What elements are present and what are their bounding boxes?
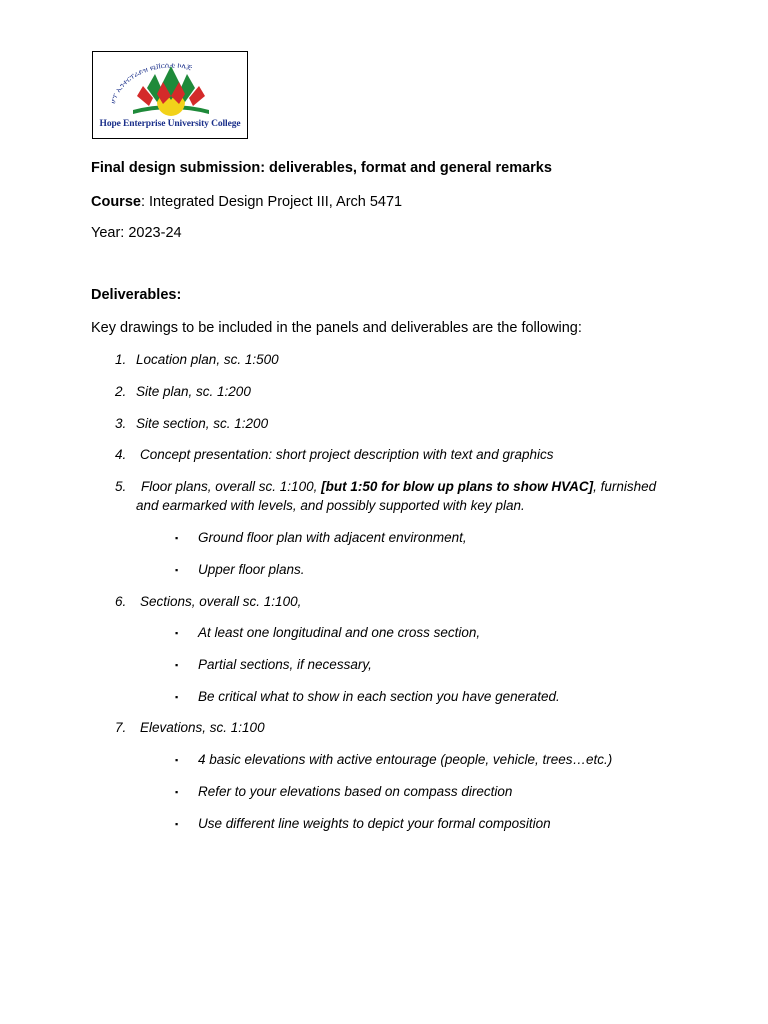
sub-list-item: 4 basic elevations with active entourage (people, vehicle, trees…etc.) [198,752,613,767]
list-item-text: Site plan, sc. 1:200 [136,384,251,399]
list-item-text: Site section, sc. 1:200 [136,416,269,431]
course-line [91,194,402,210]
course-label: Course [91,194,141,210]
bullet-icon: ▪ [175,565,179,575]
list-item-text-start: Floor plans, overall sc. 1:100, [141,479,322,494]
list-item-text [141,479,656,494]
svg-text:ሆፕ ኢንተርፕራይዝ ዩኒቨርሲቲ ኮሌጅ: ሆፕ ኢንተርፕራይዝ ዩኒቨርሲቲ ኮሌጅ [109,61,193,105]
bullet-icon: ▪ [175,787,179,797]
bullet-icon: ▪ [175,660,179,670]
list-item-number: 1. [115,352,127,367]
sub-list-item: Refer to your elevations based on compass direction [198,784,513,799]
list-item-number: 3. [115,416,127,431]
deliverables-intro: Key drawings to be included in the panels and deliverables are the following: [91,320,582,336]
list-item-text: Elevations, sc. 1:100 [140,720,265,735]
bullet-icon: ▪ [175,533,179,543]
university-logo [92,51,248,139]
list-item-text: Location plan, sc. 1:500 [136,352,279,367]
list-item-text-end: , furnished [593,479,657,494]
bullet-icon: ▪ [175,692,179,702]
list-item-text-continued: and earmarked with levels, and possibly supported with key plan. [136,498,525,513]
logo-caption: Hope Enterprise University College [99,119,241,129]
list-item-number: 7. [115,720,127,735]
sub-list-item: Use different line weights to depict your formal composition [198,816,551,831]
bullet-icon: ▪ [175,755,179,765]
list-item-number: 6. [115,594,127,609]
page-title: Final design submission: deliverables, format and general remarks [91,160,552,176]
list-item-text: Sections, overall sc. 1:100, [140,594,302,609]
sub-list-item: Be critical what to show in each section you have generated. [198,689,560,704]
sub-list-item: Upper floor plans. [198,562,305,577]
list-item-number: 2. [115,384,127,399]
sub-list-item: Partial sections, if necessary, [198,657,372,672]
course-value: : Integrated Design Project III, Arch 5471 [140,194,403,210]
list-item-text-emphasis: [but 1:50 for blow up plans to show HVAC] [321,479,594,494]
year-line: Year: 2023-24 [91,225,182,241]
list-item-number: 5. [115,479,127,494]
deliverables-heading: Deliverables: [91,287,182,303]
bullet-icon: ▪ [175,628,179,638]
list-item-number: 4. [115,447,127,462]
list-item-text: Concept presentation: short project description with text and graphics [140,447,554,462]
bullet-icon: ▪ [175,819,179,829]
sub-list-item: Ground floor plan with adjacent environment, [198,530,467,545]
sub-list-item: At least one longitudinal and one cross section, [198,625,481,640]
